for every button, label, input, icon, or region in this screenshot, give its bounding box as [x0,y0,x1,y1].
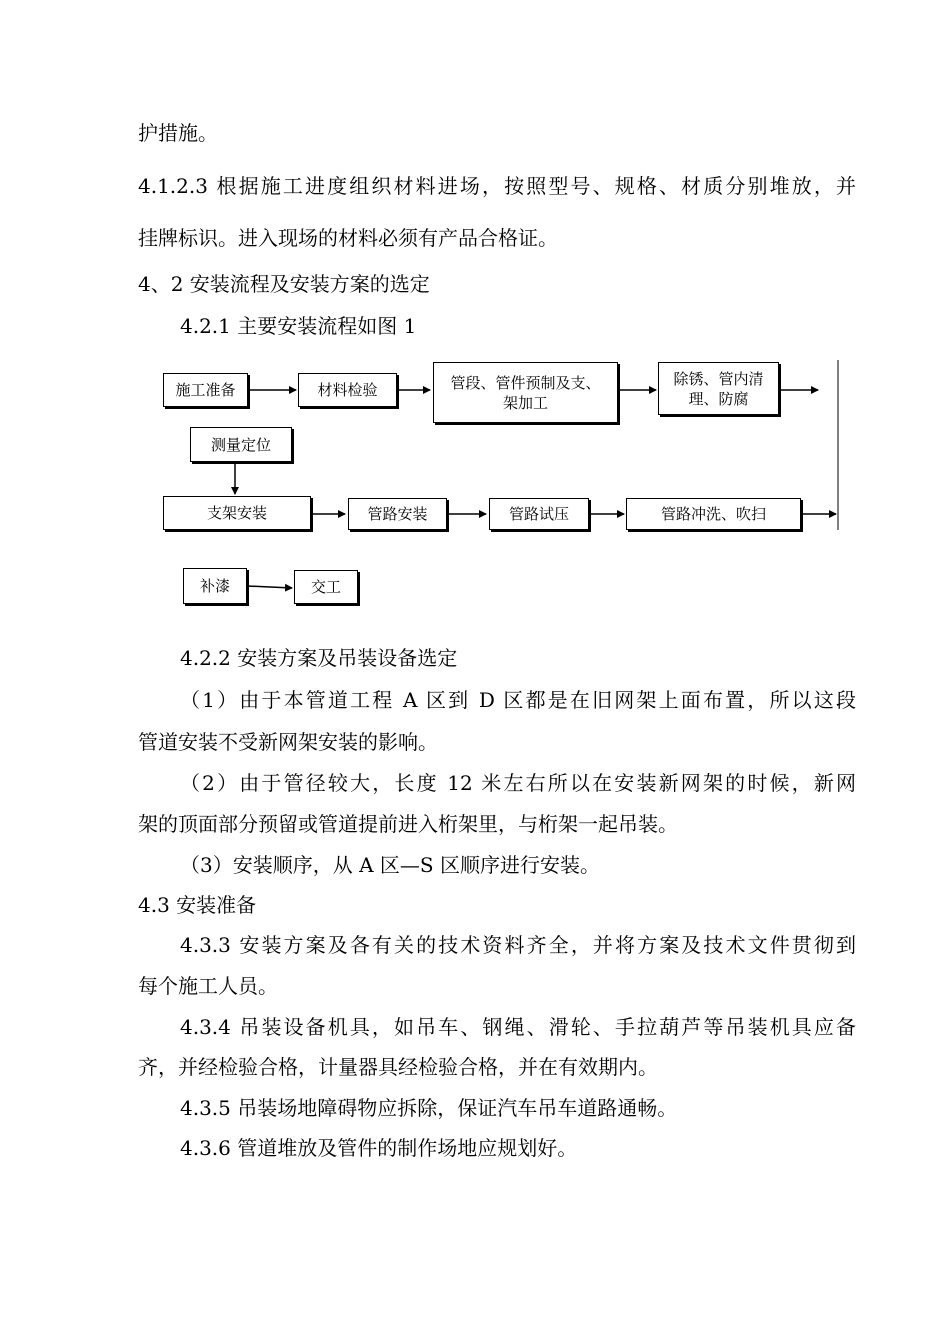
flowchart-connectors [0,0,950,620]
flow-box-label: 架加工 [502,393,548,412]
paragraph-line: 架的顶面部分预留或管道提前进入桁架里，与桁架一起吊装。 [138,812,678,836]
flow-box-label: 管路冲洗、吹扫 [660,505,766,523]
paragraph-line: 每个施工人员。 [138,974,278,998]
subsection-heading: 4.2.2 安装方案及吊装设备选定 [180,646,458,670]
flow-box-label: 测量定位 [210,435,271,454]
paragraph-line: 齐，并经检验合格，计量器具经检验合格，并在有效期内。 [138,1055,658,1079]
section-heading: 4.3 安装准备 [138,893,257,917]
flow-box-survey [190,427,292,462]
flow-box-derust [658,362,779,415]
paragraph-line: 4.1.2.3 根据施工进度组织材料进场，按照型号、规格、材质分别堆放，并 [138,174,856,198]
flow-box-label: 交工 [310,578,341,596]
flow-box-label: 材料检验 [317,381,378,399]
paragraph-line: 管道安装不受新网架安装的影响。 [138,730,438,754]
flow-box-label: 理、防腐 [688,389,749,408]
paragraph-line: （3）安装顺序，从 A 区—S 区顺序进行安装。 [180,853,600,877]
paragraph-line: （2）由于管径较大，长度 12 米左右所以在安装新网架的时候，新网 [180,771,856,795]
flow-box-label: 管路试压 [508,505,569,523]
paragraph-line: 护措施。 [138,121,218,145]
paragraph-line: （1）由于本管道工程 A 区到 D 区都是在旧网架上面布置，所以这段 [180,688,856,712]
flow-box-support [163,496,311,530]
flow-box-pressure-test [489,498,589,530]
flow-box-paint [183,568,247,604]
flow-box-flush [626,498,801,530]
flow-box-prefab [433,362,618,423]
flow-box-pipe-install [348,498,447,530]
flow-box-label: 除锈、管内清 [673,369,764,388]
paragraph-line: 挂牌标识。进入现场的材料必须有产品合格证。 [138,226,558,250]
paragraph-line: 4.3.5 吊装场地障碍物应拆除，保证汽车吊车道路通畅。 [180,1096,678,1120]
flow-box-label: 支架安装 [206,504,267,522]
paragraph-line: 4.3.3 安装方案及各有关的技术资料齐全，并将方案及技术文件贯彻到 [180,933,856,957]
subsection-heading: 4.2.1 主要安装流程如图 1 [180,314,417,338]
flow-box-label: 管段、管件预制及支、 [450,373,601,392]
section-heading: 4、2 安装流程及安装方案的选定 [138,272,430,296]
flow-box-handover [294,570,358,604]
flow-box-label: 补漆 [199,577,230,595]
arrow [247,586,292,588]
flow-box-label: 施工准备 [175,381,236,399]
flow-box-inspect [298,373,397,407]
flow-box-label: 管路安装 [367,505,428,523]
paragraph-line: 4.3.4 吊装设备机具，如吊车、钢绳、滑轮、手拉葫芦等吊装机具应备 [180,1015,856,1039]
flow-box-prep [163,373,248,407]
paragraph-line: 4.3.6 管道堆放及管件的制作场地应规划好。 [180,1136,578,1160]
